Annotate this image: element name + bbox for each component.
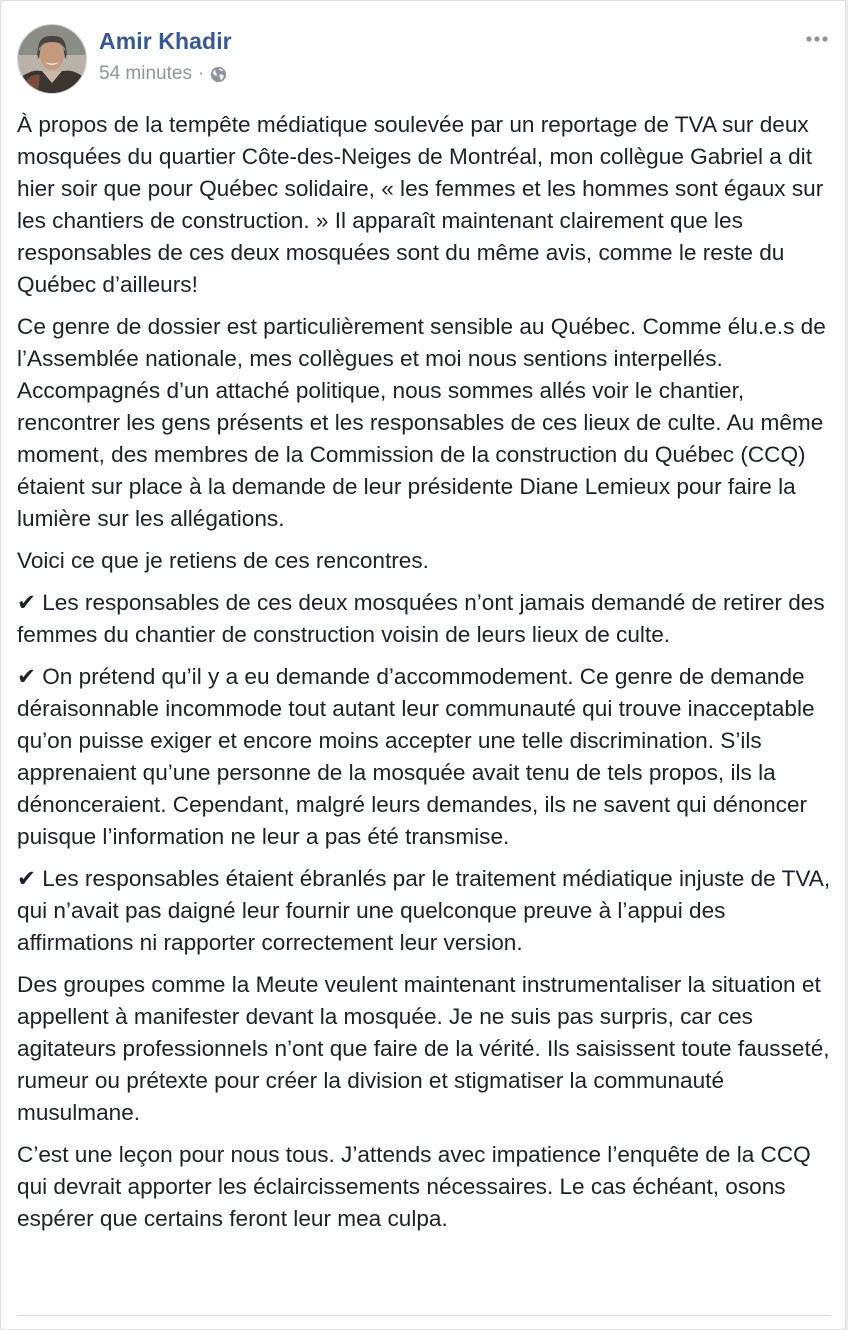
meta-separator: · <box>197 63 205 84</box>
avatar-image <box>18 25 86 93</box>
post-body <box>17 109 831 1245</box>
post-paragraph: C’est une leçon pour nous tous. J’attends avec impatience l’enquête de la CCQ qui devrait apporter les éclaircissements nécessaires. Le cas échéant, osons espérer que certains feront leur mea culpa. <box>17 1142 811 1231</box>
post-checklist-item: ✔ Les responsables étaient ébranlés par le traitement médiatique injuste de TVA, qui n’avait pas daigné leur fournir une quelconque preuve à l’appui des affirmations ni rapporter correctement leur version. <box>17 866 831 955</box>
author-name[interactable]: Amir Khadir <box>99 28 232 54</box>
post-paragraph: À propos de la tempête médiatique soulevée par un reportage de TVA sur deux mosquées du quartier Côte-des-Neiges de Montréal, mon collègue Gabriel a dit hier soir que pour Québec solidaire, « les femmes et les hommes sont égaux sur les chantiers de construction. » Il apparaît maintenant clairement que les responsables de ces deux mosquées sont du même avis, comme le reste du Québec d’ailleurs! <box>17 112 824 297</box>
avatar[interactable] <box>17 24 87 94</box>
post-checklist-item: ✔ On prétend qu’il y a eu demande d’accommodement. Ce genre de demande déraisonnable incommode tout autant leur communauté qui trouve inacceptable qu’on puisse exiger et encore moins accepter une telle discrimination. S’ils apprenaient qu’une personne de la mosquée avait tenu de tels propos, ils la dénonceraient. Cependant, malgré leurs demandes, ils ne savent qui dénoncer puisque l’information ne leur a pas été transmise. <box>17 664 815 849</box>
post-paragraph: Des groupes comme la Meute veulent maintenant instrumentaliser la situation et appellent à manifester devant la mosquée. Je ne suis pas surpris, car ces agitateurs professionnels n’ont que faire de la vérité. Ils saisissent toute fausseté, rumeur ou prétexte pour créer la division et stigmatiser la communauté musulmane. <box>17 972 830 1125</box>
more-options-icon[interactable] <box>803 27 831 51</box>
post-paragraph: Ce genre de dossier est particulièrement sensible au Québec. Comme élu.e.s de l’Assemblée nationale, mes collègues et moi nous sentions interpellés. Accompagnés d’un attaché politique, nous sommes allés voir le chantier, rencontrer les gens présents et les responsables de ces lieux de culte. Au même moment, des membres de la Commission de la construction du Québec (CCQ) étaient sur place à la demande de leur présidente Diane Lemieux pour faire la lumière sur les allégations. <box>17 314 826 531</box>
post-paragraph: Voici ce que je retiens de ces rencontres. <box>17 548 429 573</box>
post-timestamp[interactable]: 54 minutes <box>99 63 192 84</box>
post-meta <box>99 63 227 85</box>
post-checklist-item: ✔ Les responsables de ces deux mosquées n’ont jamais demandé de retirer des femmes du chantier de construction voisin de leurs lieux de culte. <box>17 590 825 647</box>
divider <box>17 1315 831 1316</box>
globe-icon[interactable] <box>210 66 227 83</box>
post-header <box>17 19 831 95</box>
